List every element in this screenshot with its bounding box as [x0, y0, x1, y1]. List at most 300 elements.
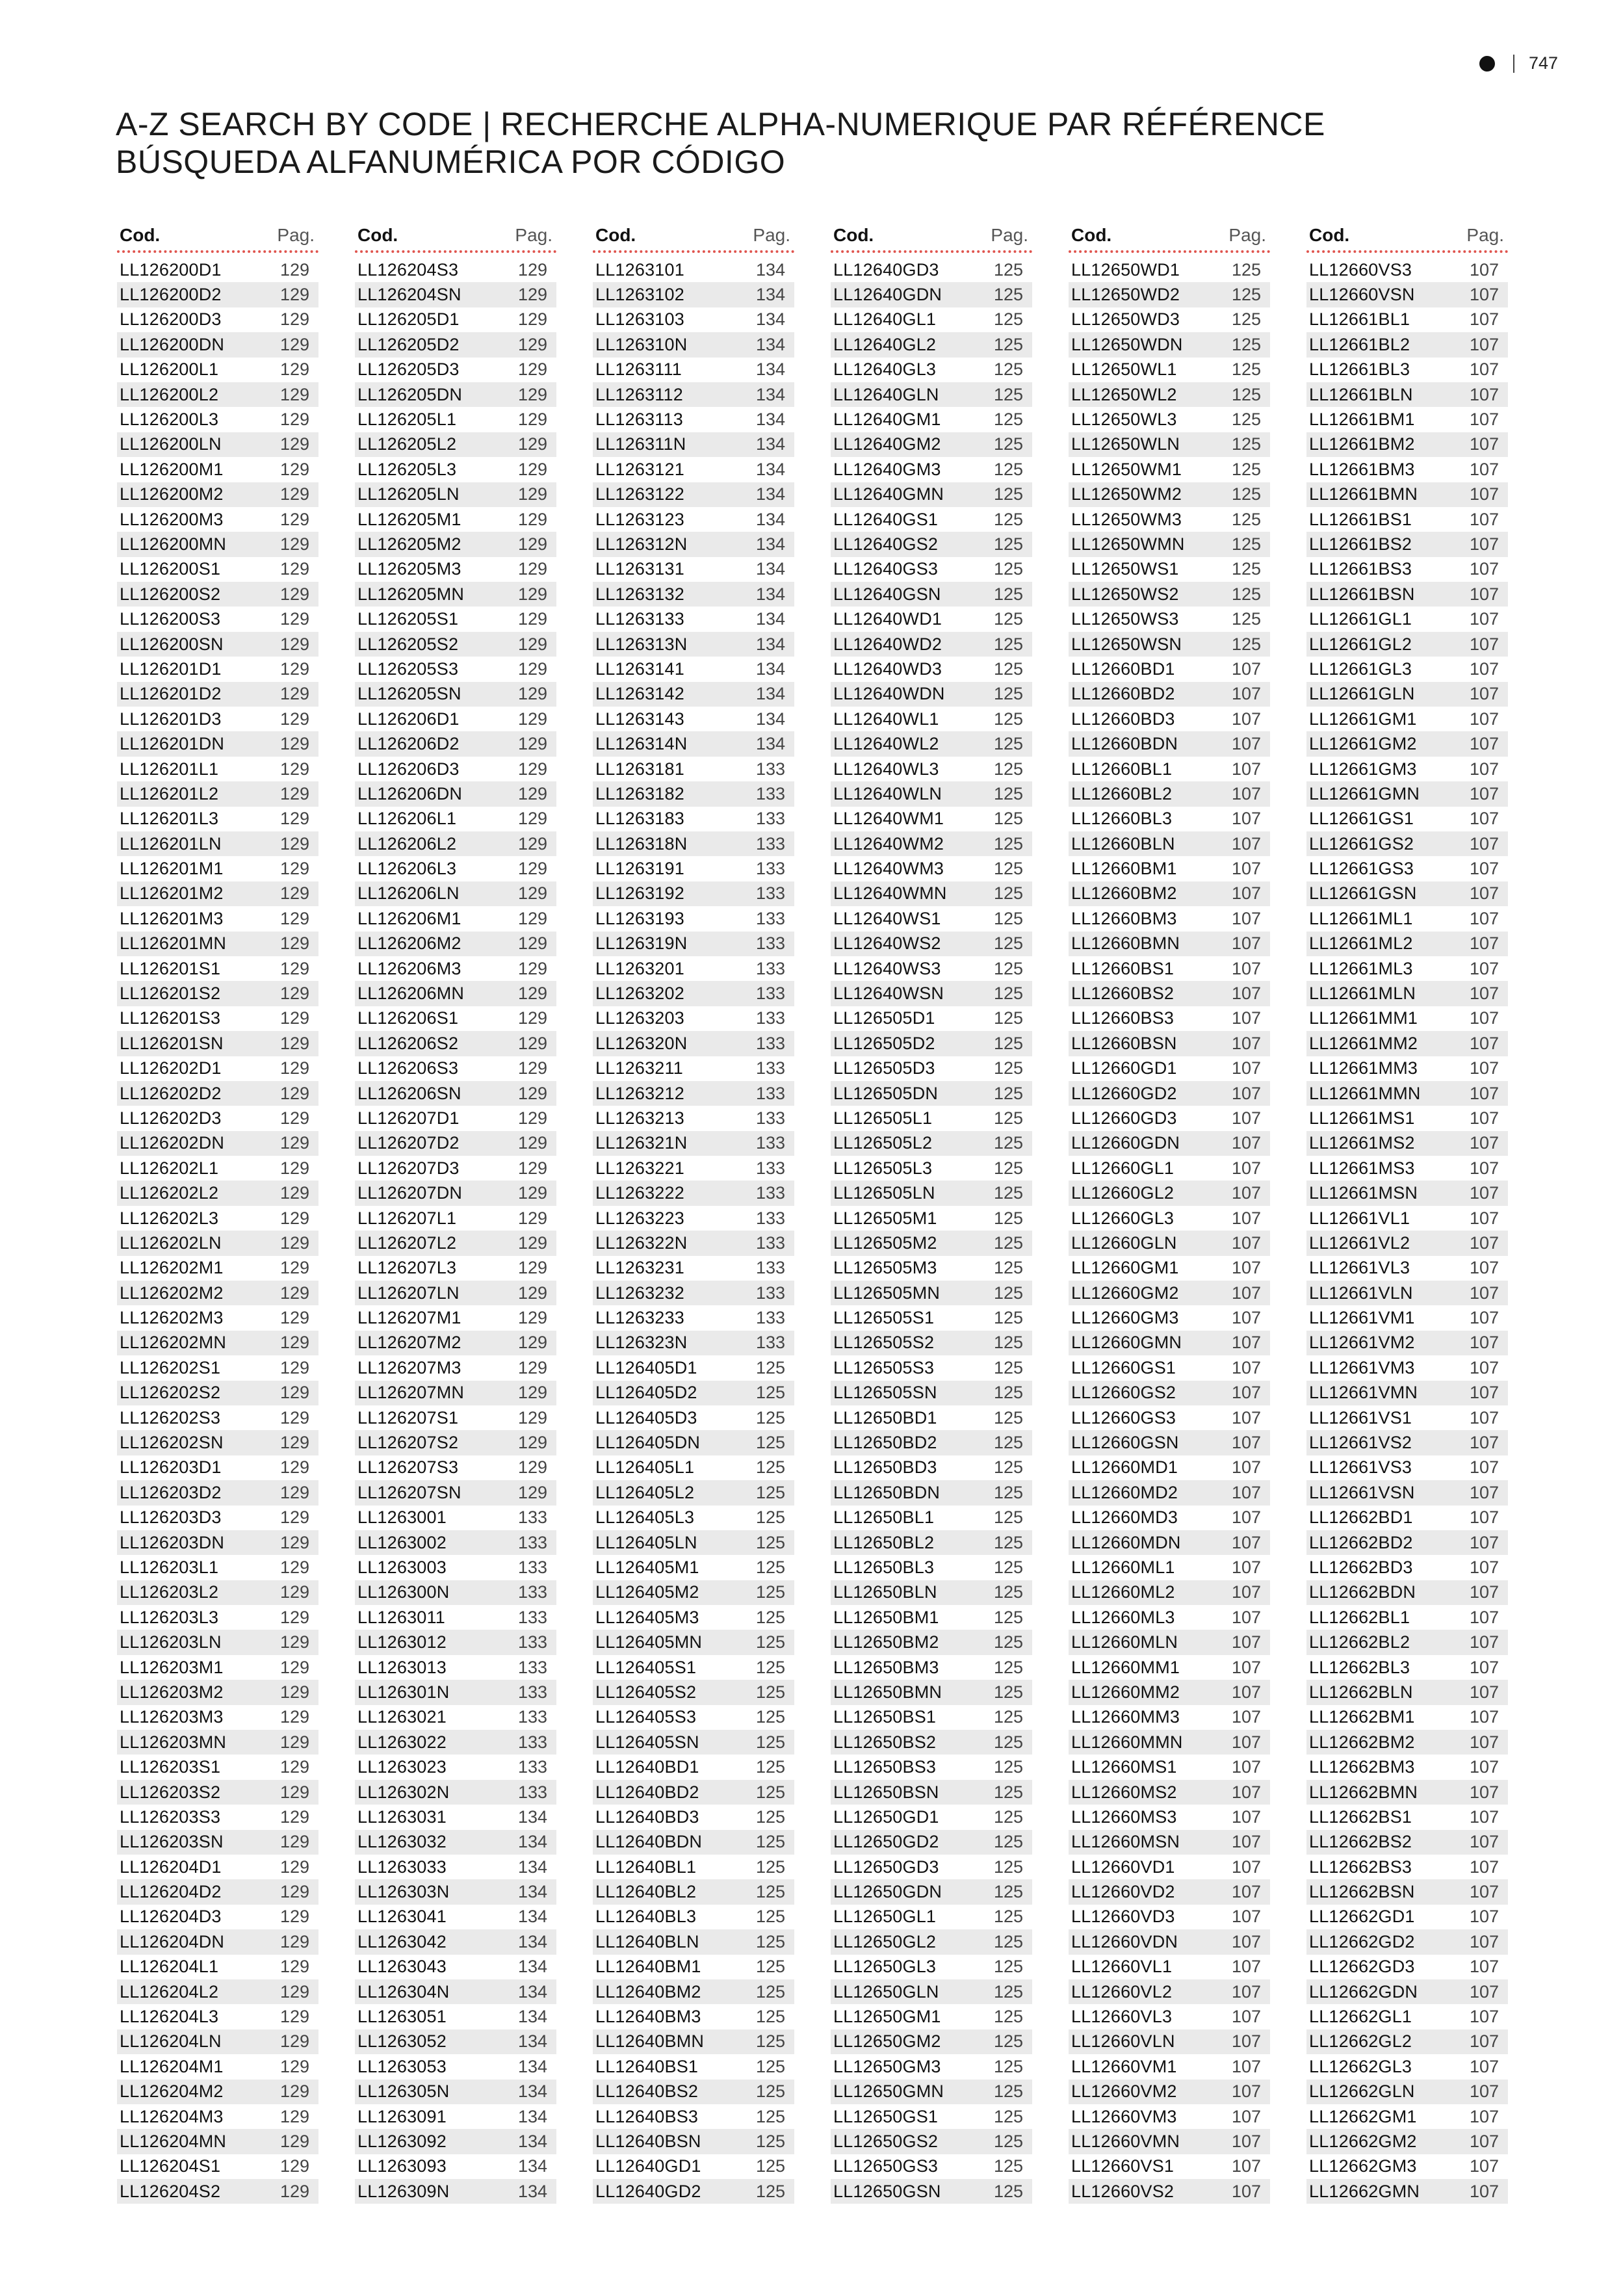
- index-row: [1069, 1580, 1270, 1605]
- page-reference: 129: [517, 1482, 547, 1502]
- product-code: LL126206LN: [357, 883, 460, 904]
- page-reference: 107: [1469, 1383, 1499, 1403]
- index-row: [1069, 2004, 1270, 2029]
- page-reference: 125: [755, 1657, 785, 1677]
- index-row: [593, 1206, 794, 1231]
- index-row: [355, 1879, 556, 1904]
- product-code: LL12640GS3: [833, 559, 939, 579]
- product-code: LL126405MN: [595, 1632, 703, 1652]
- page-reference: 134: [755, 509, 785, 529]
- product-code: LL1263013: [357, 1657, 447, 1677]
- index-row: [1069, 307, 1270, 332]
- product-code: LL12662GL3: [1309, 2056, 1412, 2076]
- index-row: [1306, 482, 1508, 507]
- page-reference: 125: [755, 1558, 785, 1577]
- page-header-label: Pag.: [753, 225, 790, 245]
- page-reference: 125: [993, 1258, 1023, 1278]
- page-reference: 133: [517, 1582, 547, 1602]
- index-row: [1306, 657, 1508, 681]
- index-row: [1069, 906, 1270, 931]
- product-code: LL126207D3: [357, 1158, 460, 1178]
- index-row: [1306, 1855, 1508, 1879]
- page-reference: 125: [993, 584, 1023, 604]
- page-reference: 134: [517, 2056, 547, 2076]
- page-reference: 129: [279, 1782, 309, 1802]
- index-row: [831, 707, 1032, 731]
- product-code: LL12660BD2: [1071, 684, 1175, 704]
- product-code: LL126202L2: [120, 1183, 219, 1203]
- page-reference: 125: [755, 2081, 785, 2102]
- index-row: [355, 731, 556, 756]
- index-row: [831, 1281, 1032, 1305]
- product-code: LL126200D1: [120, 259, 222, 280]
- index-row: [831, 1580, 1032, 1605]
- index-row: [117, 1555, 318, 1580]
- product-code: LL1263211: [595, 1058, 683, 1078]
- index-row: [1306, 1281, 1508, 1305]
- index-row: [593, 2129, 794, 2154]
- product-code: LL12660VS2: [1071, 2181, 1175, 2201]
- page-reference: 129: [279, 783, 309, 803]
- page-reference: 125: [755, 1682, 785, 1702]
- index-row: [593, 1181, 794, 1205]
- page-reference: 129: [517, 1357, 547, 1377]
- product-code: LL12660BSN: [1071, 1033, 1177, 1053]
- index-row: [355, 1031, 556, 1056]
- index-row: [1306, 1555, 1508, 1580]
- index-row: [1069, 856, 1270, 881]
- page-reference: 129: [517, 684, 547, 704]
- index-row: [117, 707, 318, 731]
- product-code: LL12660MS2: [1071, 1782, 1177, 1802]
- product-code: LL126313N: [595, 634, 688, 654]
- product-code: LL12650WD3: [1071, 309, 1180, 330]
- page-reference: 125: [993, 534, 1023, 554]
- index-row: [355, 1780, 556, 1805]
- page-reference: 133: [517, 1607, 547, 1627]
- page-reference: 125: [755, 1931, 785, 1951]
- page-reference: 125: [755, 1507, 785, 1528]
- page-reference: 107: [1231, 1832, 1261, 1852]
- product-code: LL1263001: [357, 1507, 447, 1528]
- page-reference: 129: [517, 859, 547, 879]
- page-reference: 107: [1231, 1058, 1261, 1078]
- page-reference: 133: [755, 908, 785, 928]
- index-row: [831, 282, 1032, 307]
- index-row: [355, 1655, 556, 1680]
- bullet-dot-icon: [1479, 56, 1495, 72]
- index-column: [593, 224, 794, 2204]
- product-code: LL12660BL2: [1071, 783, 1173, 803]
- product-code: LL1263221: [595, 1158, 684, 1178]
- index-row: [355, 2179, 556, 2204]
- page-reference: 129: [279, 509, 309, 529]
- index-row: [117, 1955, 318, 1979]
- product-code: LL12660BS1: [1071, 958, 1175, 978]
- page-reference: 107: [1469, 1183, 1499, 1203]
- index-row: [355, 382, 556, 407]
- index-row: [593, 981, 794, 1006]
- page-reference: 125: [755, 1757, 785, 1777]
- product-code: LL126405L2: [595, 1482, 695, 1502]
- index-row: [831, 507, 1032, 532]
- index-row: [1306, 1056, 1508, 1081]
- index-row: [593, 1281, 794, 1305]
- product-code: LL1263223: [595, 1208, 684, 1228]
- index-row: [1069, 707, 1270, 731]
- page-reference: 125: [755, 1807, 785, 1827]
- index-row: [831, 432, 1032, 457]
- page-reference: 107: [1469, 958, 1499, 978]
- page-reference: 125: [993, 634, 1023, 654]
- index-row: [831, 557, 1032, 582]
- product-code: LL126204S1: [120, 2156, 221, 2176]
- product-code: LL126207L2: [357, 1233, 457, 1253]
- page-reference: 125: [993, 809, 1023, 829]
- product-code: LL12660BD3: [1071, 709, 1175, 729]
- product-code: LL1263021: [357, 1707, 447, 1727]
- product-code: LL12661VL3: [1309, 1258, 1410, 1278]
- product-code: LL12640WLN: [833, 783, 942, 803]
- column-header: [355, 224, 556, 253]
- product-code: LL12660VD2: [1071, 1882, 1175, 1902]
- index-row: [1069, 1555, 1270, 1580]
- page-reference: 125: [1231, 534, 1261, 554]
- index-row: [831, 1705, 1032, 1730]
- product-code: LL126405M3: [595, 1607, 699, 1627]
- page-reference: 129: [517, 285, 547, 305]
- product-code: LL126203L3: [120, 1607, 219, 1627]
- index-row: [1069, 1979, 1270, 2004]
- product-code: LL126203S1: [120, 1757, 221, 1777]
- product-code: LL126200LN: [120, 434, 222, 454]
- index-row: [1069, 2080, 1270, 2104]
- page-reference: 129: [517, 1333, 547, 1353]
- product-code: LL126205MN: [357, 584, 465, 604]
- product-code: LL12660MD2: [1071, 1482, 1178, 1502]
- product-code: LL12661BM1: [1309, 410, 1415, 430]
- page-reference: 133: [517, 1558, 547, 1577]
- index-row: [1306, 1730, 1508, 1755]
- page-reference: 125: [755, 1532, 785, 1552]
- product-code: LL12640WD3: [833, 659, 942, 679]
- index-row: [355, 1181, 556, 1205]
- index-row: [1306, 1106, 1508, 1130]
- page-header-label: Pag.: [991, 225, 1028, 245]
- product-code: LL126405S3: [595, 1707, 697, 1727]
- page-reference: 129: [279, 734, 309, 754]
- product-code: LL126405D1: [595, 1357, 697, 1377]
- index-row: [831, 1830, 1032, 1855]
- index-row: [1306, 532, 1508, 556]
- index-row: [831, 1506, 1032, 1530]
- page-reference: 134: [517, 1981, 547, 2002]
- product-code: LL126505LN: [833, 1183, 935, 1203]
- page-reference: 125: [993, 459, 1023, 479]
- product-code: LL12661VSN: [1309, 1482, 1415, 1502]
- index-row: [1069, 407, 1270, 432]
- product-code: LL12661BL3: [1309, 359, 1410, 380]
- index-row: [117, 682, 318, 707]
- page-reference: 129: [517, 1308, 547, 1328]
- page-reference: 129: [517, 833, 547, 854]
- product-code: LL12640GD3: [833, 259, 939, 280]
- page-reference: 134: [755, 534, 785, 554]
- page-reference: 125: [993, 384, 1023, 404]
- product-code: LL12640WM1: [833, 809, 944, 829]
- product-code: LL1263121: [595, 459, 684, 479]
- index-row: [831, 1106, 1032, 1130]
- index-row: [117, 1405, 318, 1430]
- index-row: [355, 707, 556, 731]
- index-row: [117, 881, 318, 906]
- page-reference: 107: [1231, 1707, 1261, 1727]
- product-code: LL12660GL1: [1071, 1158, 1175, 1178]
- page-reference: 129: [279, 2081, 309, 2102]
- product-code: LL126405D2: [595, 1383, 697, 1403]
- product-code: LL1263203: [595, 1008, 684, 1028]
- product-code: LL1263132: [595, 584, 684, 604]
- index-row: [117, 307, 318, 332]
- index-row: [355, 432, 556, 457]
- page-reference: 129: [279, 2181, 309, 2201]
- product-code: LL12640GSN: [833, 584, 941, 604]
- index-row: [831, 1979, 1032, 2004]
- index-row: [355, 1305, 556, 1330]
- index-row: [117, 1281, 318, 1305]
- page-reference: 129: [279, 1682, 309, 1702]
- index-row: [831, 1031, 1032, 1056]
- product-code: LL12660BM3: [1071, 908, 1177, 928]
- index-row: [1306, 1480, 1508, 1505]
- index-row: [1306, 831, 1508, 856]
- product-code: LL12660GD3: [1071, 1108, 1177, 1128]
- product-code: LL1263092: [357, 2131, 447, 2151]
- page-reference: 125: [993, 759, 1023, 779]
- product-code: LL12650WL3: [1071, 410, 1177, 430]
- page-reference: 134: [517, 2031, 547, 2052]
- product-code: LL12640BL1: [595, 1857, 697, 1877]
- index-row: [1306, 1131, 1508, 1156]
- index-row: [831, 2129, 1032, 2154]
- product-code: LL12661BM3: [1309, 459, 1415, 479]
- page-reference: 107: [1231, 933, 1261, 954]
- product-code: LL12661MS2: [1309, 1133, 1415, 1153]
- page-reference: 134: [755, 709, 785, 729]
- page-reference: 107: [1231, 883, 1261, 904]
- page-reference: 134: [755, 584, 785, 604]
- product-code: LL126205SN: [357, 684, 461, 704]
- page-reference: 133: [517, 1707, 547, 1727]
- product-code: LL126203MN: [120, 1732, 227, 1752]
- index-row: [117, 1331, 318, 1355]
- product-code: LL126505DN: [833, 1083, 939, 1103]
- index-row: [593, 432, 794, 457]
- page-reference: 107: [1231, 1657, 1261, 1677]
- product-code: LL12662BS3: [1309, 1857, 1412, 1877]
- index-row: [355, 607, 556, 631]
- index-row: [1306, 2104, 1508, 2129]
- page-reference: 125: [755, 1482, 785, 1502]
- page-header-label: Pag.: [277, 225, 315, 245]
- product-code: LL126207MN: [357, 1383, 465, 1403]
- product-code: LL126202S2: [120, 1383, 221, 1403]
- page-reference: 134: [755, 259, 785, 280]
- index-row: [1306, 1705, 1508, 1730]
- page-reference: 129: [279, 833, 309, 854]
- index-row: [1069, 1755, 1270, 1779]
- product-code: LL126202S1: [120, 1357, 221, 1377]
- page-reference: 107: [1469, 1333, 1499, 1353]
- page-reference: 133: [517, 1532, 547, 1552]
- product-code: LL126200D2: [120, 285, 222, 305]
- product-code: LL12650BLN: [833, 1582, 937, 1602]
- page-reference: 134: [755, 359, 785, 380]
- page-reference: 129: [279, 1832, 309, 1852]
- page-reference: 107: [1231, 833, 1261, 854]
- page-reference: 107: [1469, 1782, 1499, 1802]
- page-reference: 107: [1469, 1582, 1499, 1602]
- product-code: LL12640BS2: [595, 2081, 699, 2102]
- index-row: [355, 1680, 556, 1704]
- product-code: LL126200L1: [120, 359, 219, 380]
- index-row: [355, 1331, 556, 1355]
- index-row: [1069, 1630, 1270, 1654]
- product-code: LL12661ML2: [1309, 933, 1413, 954]
- index-row: [831, 807, 1032, 831]
- page-reference: 125: [1231, 359, 1261, 380]
- product-code: LL126205L3: [357, 459, 457, 479]
- index-row: [831, 1605, 1032, 1630]
- index-row: [1069, 1480, 1270, 1505]
- product-code: LL12661MM3: [1309, 1058, 1418, 1078]
- page-reference: 129: [517, 759, 547, 779]
- index-row: [593, 1405, 794, 1430]
- index-row: [1069, 1905, 1270, 1929]
- page-reference: 107: [1469, 1357, 1499, 1377]
- product-code: LL1263143: [595, 709, 684, 729]
- product-code: LL12640BMN: [595, 2031, 705, 2052]
- index-row: [1306, 2154, 1508, 2179]
- page-reference: 129: [279, 334, 309, 354]
- index-row: [1306, 358, 1508, 382]
- product-code: LL12660GS3: [1071, 1407, 1176, 1428]
- page-reference: 129: [279, 2007, 309, 2027]
- product-code: LL12660ML3: [1071, 1607, 1175, 1627]
- product-code: LL126204D3: [120, 1907, 222, 1927]
- page-reference: 107: [1231, 1383, 1261, 1403]
- page-reference: 133: [755, 759, 785, 779]
- page-reference: 134: [517, 2156, 547, 2176]
- index-row: [831, 2154, 1032, 2179]
- product-code: LL1263052: [357, 2031, 447, 2052]
- product-code: LL126405L3: [595, 1507, 695, 1528]
- page-reference: 107: [1231, 2106, 1261, 2126]
- index-row: [831, 1006, 1032, 1031]
- page-reference: 125: [755, 1457, 785, 1478]
- product-code: LL126300N: [357, 1582, 450, 1602]
- index-row: [1069, 1780, 1270, 1805]
- page-reference: 125: [993, 2156, 1023, 2176]
- page-reference: 107: [1469, 634, 1499, 654]
- product-code: LL126202SN: [120, 1433, 224, 1453]
- page-header-label: Pag.: [1228, 225, 1266, 245]
- index-row: [593, 1855, 794, 1879]
- page-reference: 107: [1231, 1507, 1261, 1528]
- page-reference: 129: [279, 484, 309, 504]
- page-reference: 129: [279, 883, 309, 904]
- index-row: [117, 2154, 318, 2179]
- page-reference: 129: [517, 534, 547, 554]
- index-row: [593, 507, 794, 532]
- page-reference: 107: [1231, 1807, 1261, 1827]
- product-code: LL126206D3: [357, 759, 460, 779]
- product-code: LL12662BL3: [1309, 1657, 1410, 1677]
- index-row: [117, 1381, 318, 1405]
- page-reference: 129: [279, 1757, 309, 1777]
- index-row: [117, 1455, 318, 1480]
- page-reference: 107: [1231, 1907, 1261, 1927]
- index-row: [1306, 1006, 1508, 1031]
- page-reference: 125: [993, 1607, 1023, 1627]
- page-reference: 125: [755, 1607, 785, 1627]
- index-row: [831, 831, 1032, 856]
- page-reference: 125: [755, 1907, 785, 1927]
- index-row: [1069, 1081, 1270, 1106]
- product-code: LL12660GSN: [1071, 1433, 1179, 1453]
- index-row: [1069, 1106, 1270, 1130]
- page-reference: 129: [517, 509, 547, 529]
- page-reference: 107: [1469, 1208, 1499, 1228]
- product-code: LL1263042: [357, 1931, 447, 1951]
- page-reference: 107: [1231, 1857, 1261, 1877]
- page-reference: 134: [755, 634, 785, 654]
- index-row: [355, 507, 556, 532]
- page-reference: 133: [517, 1682, 547, 1702]
- index-row: [1306, 1530, 1508, 1555]
- title-line-2: BÚSQUEDA ALFANUMÉRICA POR CÓDIGO: [116, 144, 786, 180]
- page-reference: 125: [993, 1507, 1023, 1528]
- product-code: LL126206M3: [357, 958, 461, 978]
- product-code: LL126204S3: [357, 259, 459, 280]
- page-reference: 107: [1469, 2181, 1499, 2201]
- product-code: LL1263201: [595, 958, 684, 978]
- product-code: LL12650GM2: [833, 2031, 941, 2052]
- product-code: LL126505D3: [833, 1058, 935, 1078]
- product-code: LL126204MN: [120, 2131, 227, 2151]
- page-reference: 107: [1469, 2156, 1499, 2176]
- product-code: LL12661VL2: [1309, 1233, 1410, 1253]
- index-row: [593, 1031, 794, 1056]
- product-code: LL12650BL3: [833, 1558, 935, 1577]
- page-reference: 107: [1231, 1308, 1261, 1328]
- index-row: [831, 1480, 1032, 1505]
- index-row: [831, 2104, 1032, 2129]
- index-row: [1069, 607, 1270, 631]
- index-row: [1069, 1655, 1270, 1680]
- index-row: [117, 457, 318, 482]
- page-reference: 134: [755, 459, 785, 479]
- page-reference: 125: [993, 1857, 1023, 1877]
- product-code: LL12661GL1: [1309, 609, 1412, 629]
- page-reference: 107: [1469, 509, 1499, 529]
- product-code: LL12661VM1: [1309, 1308, 1415, 1328]
- product-code: LL12661GM3: [1309, 759, 1417, 779]
- index-row: [1069, 1156, 1270, 1181]
- index-row: [831, 1805, 1032, 1829]
- product-code: LL126202S3: [120, 1407, 221, 1428]
- index-row: [1069, 2129, 1270, 2154]
